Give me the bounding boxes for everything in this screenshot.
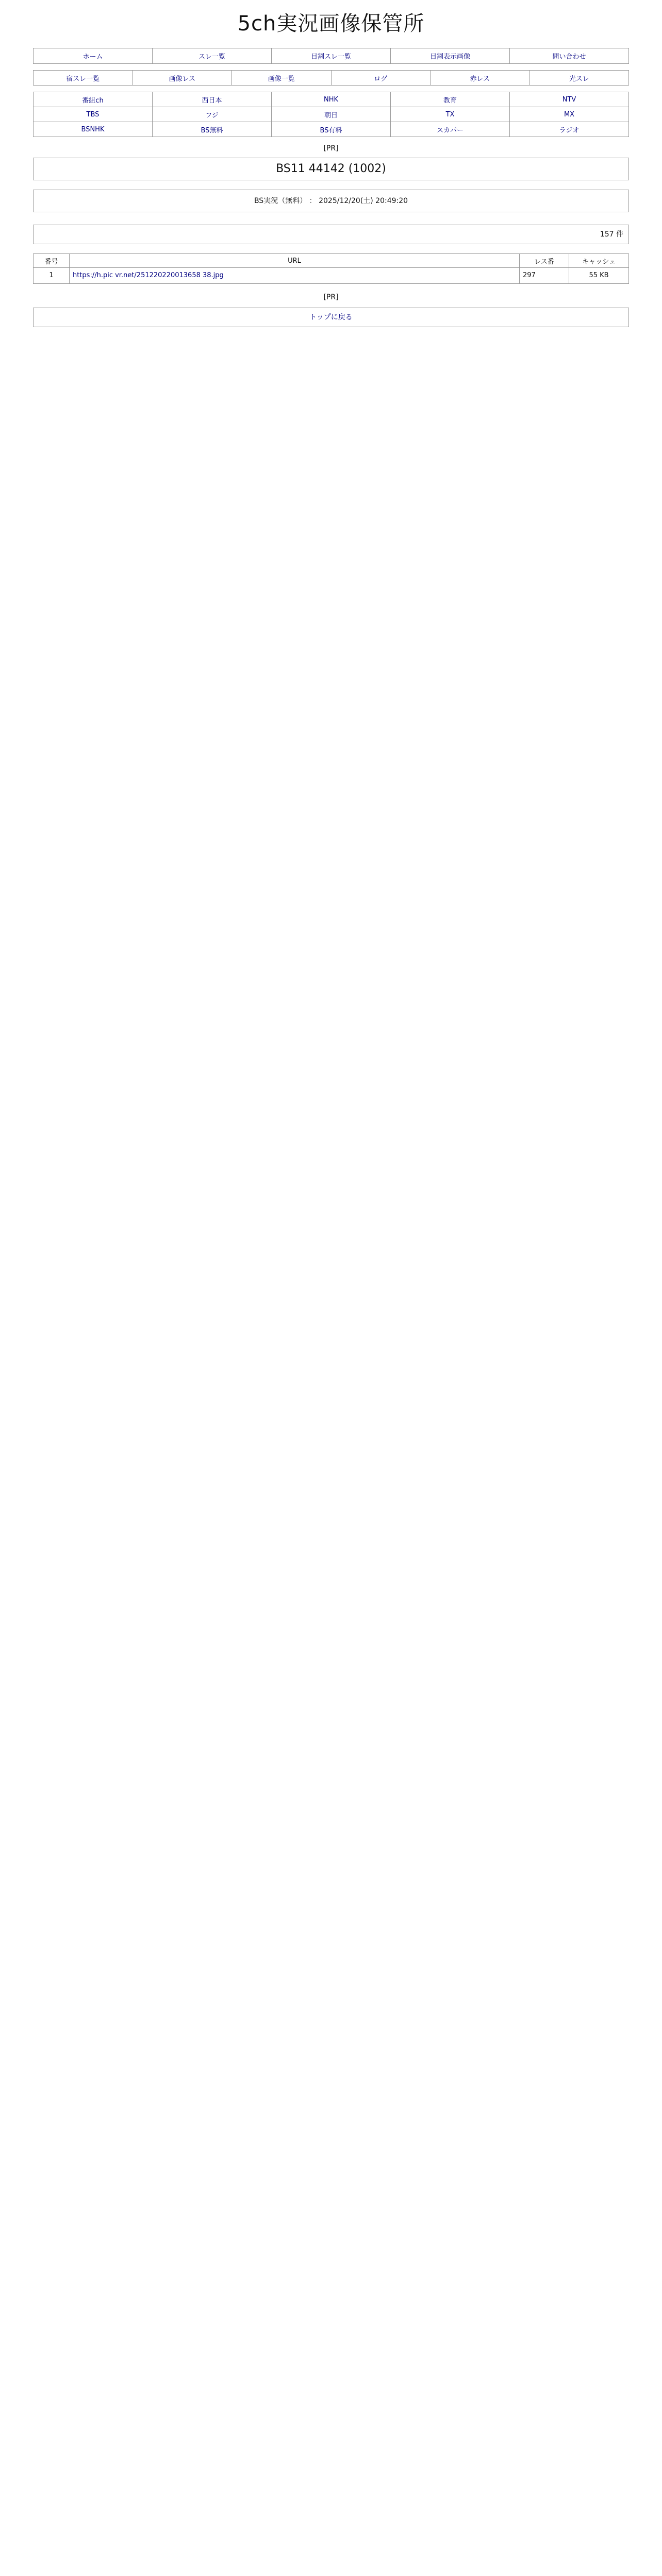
channel-link[interactable]: 番組ch xyxy=(34,92,153,107)
header-res-number: レス番 xyxy=(520,254,569,268)
channel-nav xyxy=(33,92,629,137)
nav-stay-threads[interactable]: 宿スレ一覧 xyxy=(34,71,133,86)
channel-link[interactable]: BS有料 xyxy=(272,122,391,137)
header-cache: キャッシュ xyxy=(569,254,629,268)
res-number: 297 xyxy=(520,268,569,284)
image-table xyxy=(33,253,629,284)
result-count: 157 件 xyxy=(33,225,629,244)
channel-link[interactable]: BSNHK xyxy=(34,122,153,137)
nav-daily-images[interactable]: 目割表示画像 xyxy=(391,48,510,64)
nav-image-list[interactable]: 画像一覧 xyxy=(232,71,332,86)
cache-size: 55 KB xyxy=(569,268,629,284)
channel-link[interactable]: TX xyxy=(391,107,510,122)
channel-link[interactable]: NTV xyxy=(510,92,629,107)
channel-link[interactable]: 教育 xyxy=(391,92,510,107)
nav-daily-thread-list[interactable]: 目割スレ一覧 xyxy=(272,48,391,64)
header-number: 番号 xyxy=(34,254,70,268)
nav-home[interactable]: ホーム xyxy=(34,48,153,64)
channel-link[interactable]: フジ xyxy=(153,107,272,122)
channel-link[interactable]: 朝日 xyxy=(272,107,391,122)
page xyxy=(33,0,629,327)
nav-hikari-threads[interactable]: 光スレ xyxy=(529,71,629,86)
nav-thread-list[interactable]: スレ一覧 xyxy=(153,48,272,64)
site-title: 5ch実況画像保管所 xyxy=(237,12,425,36)
pr-label: [PR] xyxy=(323,144,339,152)
channel-link[interactable]: 西日本 xyxy=(153,92,272,107)
image-url-link[interactable]: https://h.pic vr.net/251220220013658 38.jpg xyxy=(70,268,520,284)
image-table-body xyxy=(34,268,629,284)
back-to-top-link[interactable]: トップに戻る xyxy=(33,308,629,327)
channel-link[interactable]: TBS xyxy=(34,107,153,122)
nav-contact[interactable]: 問い合わせ xyxy=(510,48,629,64)
row-number: 1 xyxy=(34,268,70,284)
table-row xyxy=(34,268,629,284)
channel-link[interactable]: NHK xyxy=(272,92,391,107)
channel-link[interactable]: BS無料 xyxy=(153,122,272,137)
thread-info: BS実況（無料） ： 2025/12/20(土) 20:49:20 xyxy=(33,190,629,212)
thread-title: BS11 44142 (1002) xyxy=(33,158,629,180)
header-url: URL xyxy=(70,254,520,268)
nav-log[interactable]: ログ xyxy=(331,71,431,86)
nav-red-res[interactable]: 赤レス xyxy=(431,71,530,86)
channel-link[interactable]: ラジオ xyxy=(510,122,629,137)
nav-image-res[interactable]: 画像レス xyxy=(133,71,232,86)
channel-link[interactable]: スカパー xyxy=(391,122,510,137)
pr-label-bottom: [PR] xyxy=(323,293,339,301)
primary-nav xyxy=(33,48,629,64)
channel-link[interactable]: MX xyxy=(510,107,629,122)
secondary-nav xyxy=(33,70,629,86)
